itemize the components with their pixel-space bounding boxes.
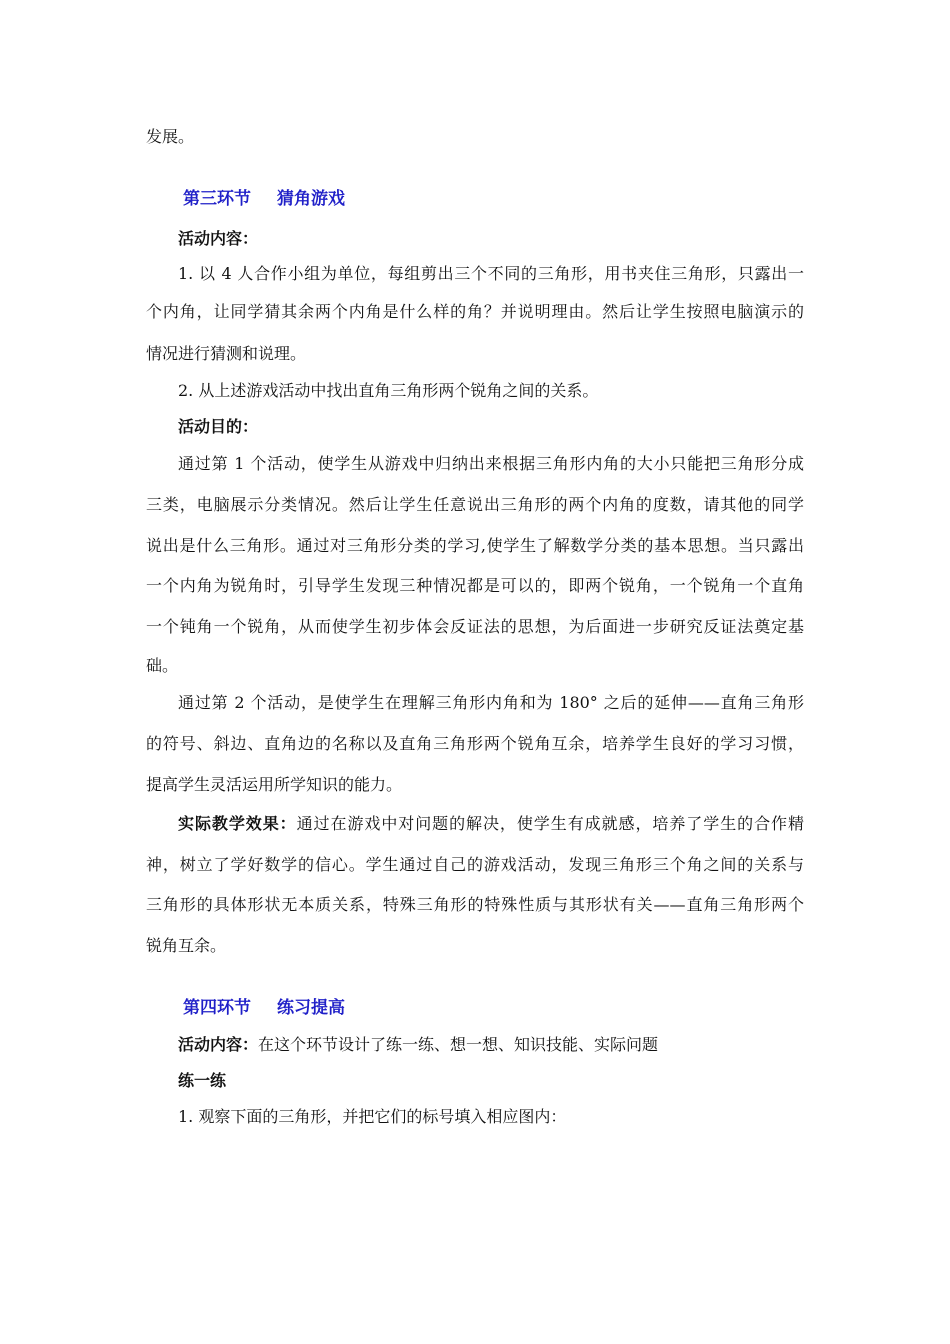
effect-paragraph-line-1 [178, 814, 804, 834]
section-3-content-label: 活动内容： [178, 229, 259, 248]
effect-paragraph-line-3: 三角形的具体形状无本质关系，特殊三角形的特殊性质与其形状有关——直角三角形两个 [146, 895, 804, 914]
section-4-content-text: 在这个环节设计了练一练、想一想、知识技能、实际问题 [258, 1035, 659, 1054]
purpose-paragraph-1-line-5: 一个钝角一个锐角，从而使学生初步体会反证法的思想，为后面进一步研究反证法奠定基 [146, 617, 804, 636]
section-3-item-1-line-1: 1. 以 4 人合作小组为单位，每组剪出三个不同的三角形，用书夹住三角形，只露出一 [178, 264, 804, 283]
section-4-number: 第四环节 [183, 998, 251, 1018]
purpose-paragraph-2-line-3: 提高学生灵活运用所学知识的能力。 [146, 775, 403, 794]
purpose-paragraph-1-line-4: 一个内角为锐角时，引导学生发现三种情况都是可以的，即两个锐角，一个锐角一个直角 [146, 576, 804, 595]
section-3-item-1-line-3: 情况进行猜测和说理。 [146, 344, 307, 363]
purpose-paragraph-2-line-2: 的符号、斜边、直角边的名称以及直角三角形两个锐角互余，培养学生良好的学习习惯， [146, 734, 804, 753]
section-4-heading [183, 997, 345, 1019]
practice-label: 练一练 [178, 1071, 227, 1090]
section-3-heading [183, 188, 345, 210]
effect-first-text: 通过在游戏中对问题的解决，使学生有成就感，培养了学生的合作精 [296, 814, 804, 833]
purpose-paragraph-1-line-6: 础。 [146, 656, 179, 675]
effect-paragraph-line-4: 锐角互余。 [146, 936, 227, 955]
purpose-paragraph-1-line-3: 说出是什么三角形。通过对三角形分类的学习,使学生了解数学分类的基本思想。当只露出 [146, 536, 804, 555]
previous-paragraph-tail: 发展。 [146, 127, 195, 146]
purpose-paragraph-1-line-2: 三类，电脑展示分类情况。然后让学生任意说出三角形的两个内角的度数，请其他的同学 [146, 495, 804, 514]
section-3-name: 猜角游戏 [277, 189, 345, 209]
section-4-name: 练习提高 [277, 998, 345, 1018]
section-3-item-1-line-2: 个内角，让同学猜其余两个内角是什么样的角？并说明理由。然后让学生按照电脑演示的 [146, 302, 804, 321]
section-4-content-label: 活动内容： [178, 1035, 259, 1054]
section-3-purpose-label: 活动目的： [178, 417, 259, 436]
purpose-paragraph-2-line-1: 通过第 2 个活动，是使学生在理解三角形内角和为 180° 之后的延伸——直角三角形 [178, 693, 804, 712]
effect-label: 实际教学效果： [178, 814, 297, 833]
purpose-paragraph-1-line-1: 通过第 1 个活动，使学生从游戏中归纳出来根据三角形内角的大小只能把三角形分成 [178, 454, 804, 473]
section-3-item-2: 2. 从上述游戏活动中找出直角三角形两个锐角之间的关系。 [178, 381, 599, 400]
section-4-item-1: 1. 观察下面的三角形，并把它们的标号填入相应图内： [178, 1107, 567, 1126]
section-4-content-line [178, 1035, 848, 1055]
section-3-number: 第三环节 [183, 189, 251, 209]
effect-paragraph-line-2: 神，树立了学好数学的信心。学生通过自己的游戏活动，发现三角形三个角之间的关系与 [146, 855, 804, 874]
